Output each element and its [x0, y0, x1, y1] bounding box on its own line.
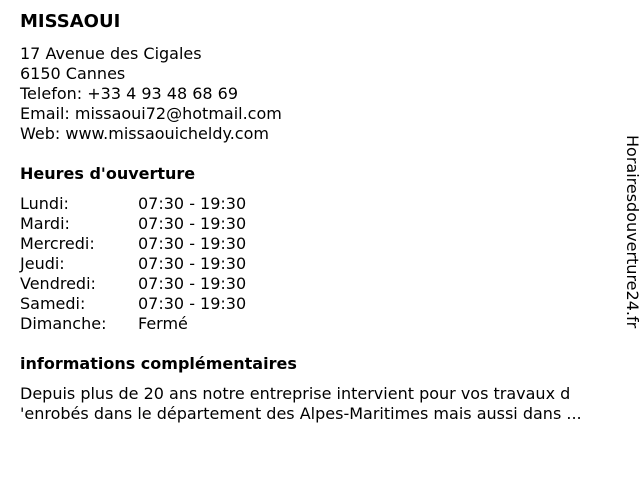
day-hours: 07:30 - 19:30	[138, 294, 247, 313]
opening-hours-table	[20, 194, 620, 334]
description-line: Depuis plus de 20 ans notre entreprise intervient pour vos travaux d	[20, 384, 571, 403]
day-hours: 07:30 - 19:30	[138, 194, 247, 213]
day-label: Lundi:	[20, 194, 69, 213]
street-address: 17 Avenue des Cigales	[20, 44, 202, 63]
day-label: Vendredi:	[20, 274, 96, 293]
hours-row	[20, 294, 620, 314]
day-hours: 07:30 - 19:30	[138, 254, 247, 273]
email-address: Email: missaoui72@hotmail.com	[20, 104, 282, 123]
description	[20, 384, 620, 424]
city-address: 6150 Cannes	[20, 64, 126, 83]
day-hours: 07:30 - 19:30	[138, 274, 247, 293]
business-card	[20, 10, 620, 424]
day-label: Samedi:	[20, 294, 86, 313]
description-line: 'enrobés dans le département des Alpes-Maritimes mais aussi dans ...	[20, 404, 582, 423]
hours-row	[20, 314, 620, 334]
day-hours: 07:30 - 19:30	[138, 214, 247, 233]
site-watermark: Horairesdouverture24.fr	[623, 135, 642, 329]
hours-row	[20, 234, 620, 254]
opening-hours-heading: Heures d'ouverture	[20, 164, 196, 183]
day-label: Dimanche:	[20, 314, 107, 333]
hours-row	[20, 194, 620, 214]
day-hours: Fermé	[138, 314, 188, 333]
contact-block	[20, 44, 620, 144]
hours-row	[20, 274, 620, 294]
day-label: Mardi:	[20, 214, 70, 233]
day-label: Jeudi:	[20, 254, 65, 273]
additional-info-heading: informations complémentaires	[20, 354, 297, 373]
hours-row	[20, 254, 620, 274]
day-label: Mercredi:	[20, 234, 95, 253]
day-hours: 07:30 - 19:30	[138, 234, 247, 253]
website: Web: www.missaouicheldy.com	[20, 124, 269, 143]
hours-row	[20, 214, 620, 234]
phone-number: Telefon: +33 4 93 48 68 69	[20, 84, 239, 103]
business-name: MISSAOUI	[20, 11, 121, 32]
